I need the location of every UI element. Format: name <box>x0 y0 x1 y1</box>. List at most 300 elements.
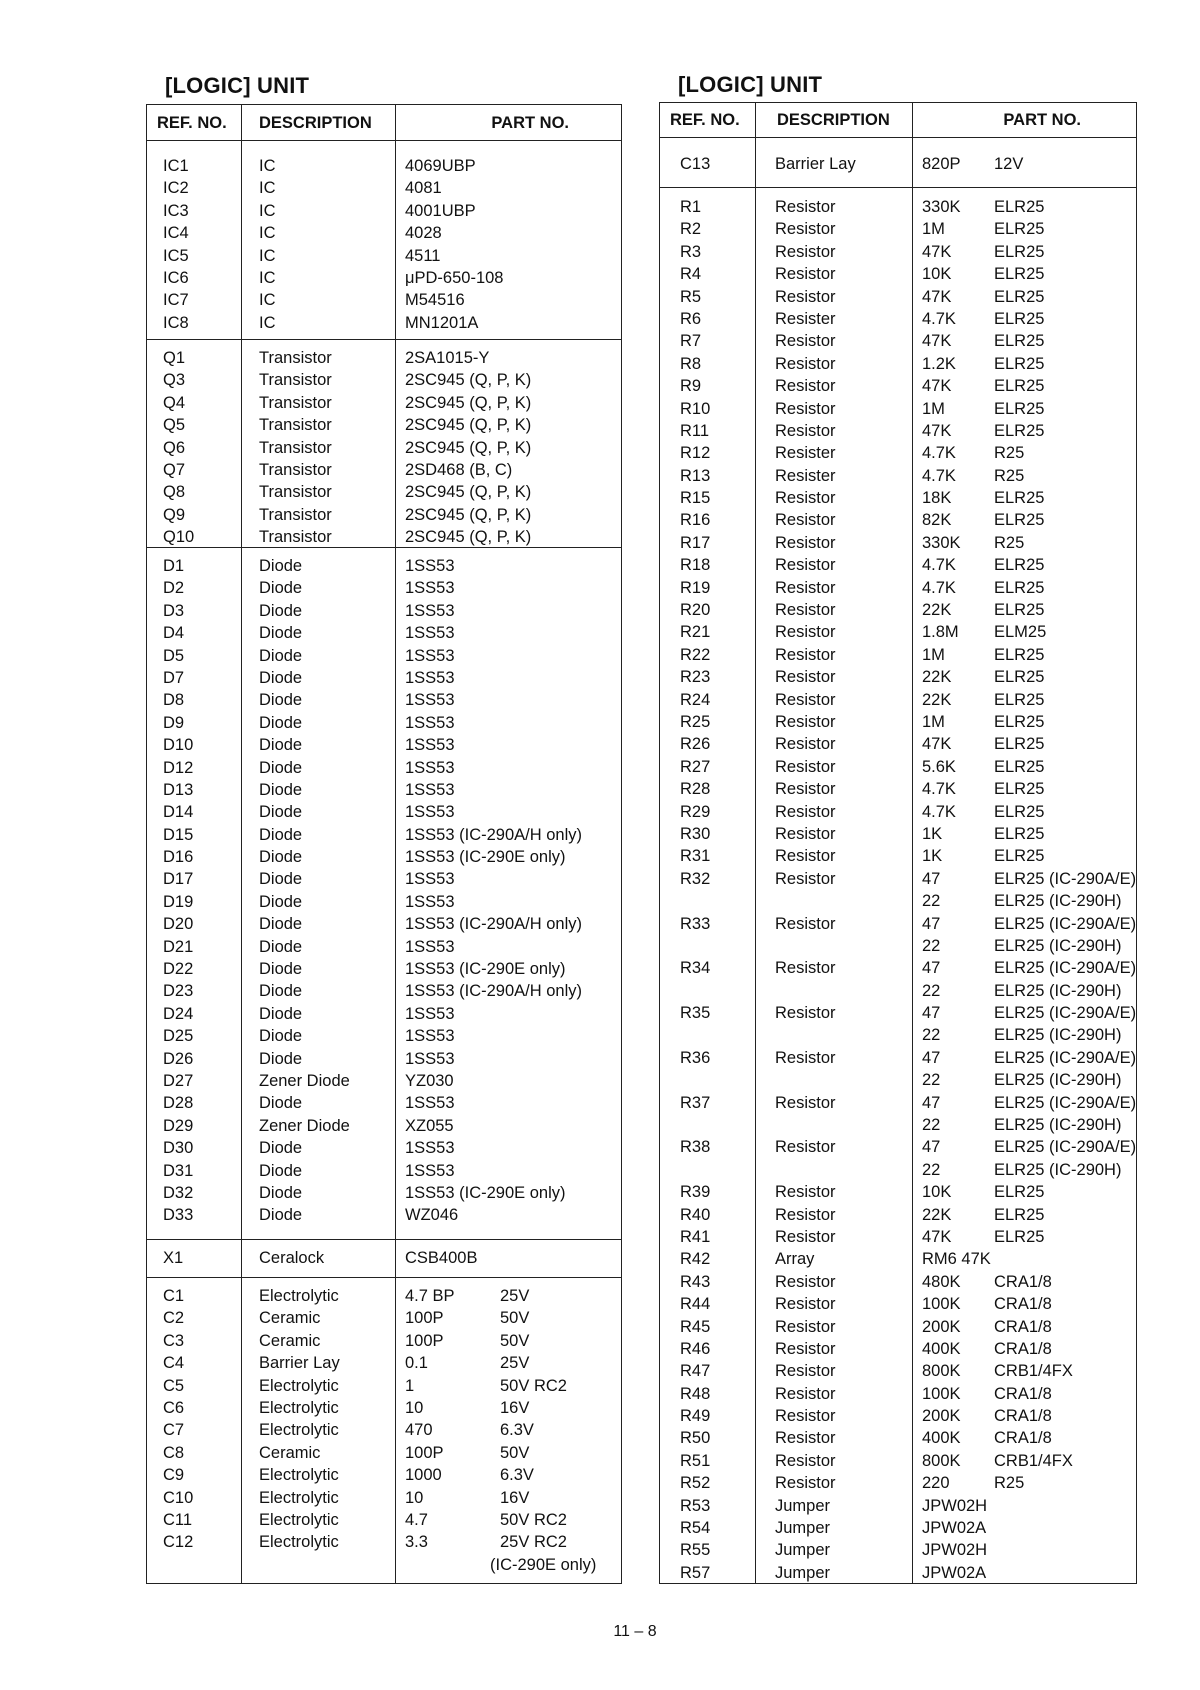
part-no-cell: 4.7K <box>922 578 956 597</box>
ref-cell: R46 <box>680 1339 711 1358</box>
part-spec-cell: ELR25 <box>994 601 1045 620</box>
ref-cell: C4 <box>163 1354 185 1373</box>
part-no-cell: 4.7K <box>922 556 956 575</box>
part-no-cell: 1SS53 <box>405 557 455 575</box>
part-spec-cell: ELR25 (IC-290A/E) <box>994 914 1137 933</box>
part-no-cell: 47 <box>922 959 941 978</box>
description-cell: Electrolytic <box>259 1488 339 1507</box>
ref-cell: C10 <box>163 1488 194 1507</box>
table-row <box>147 734 621 756</box>
table-row <box>660 890 1136 912</box>
description-cell: Resistor <box>775 645 836 664</box>
part-spec-cell: ELR25 <box>994 578 1045 597</box>
table-row <box>660 621 1136 643</box>
table-row <box>660 286 1136 308</box>
table-row <box>660 913 1136 935</box>
ref-cell: R41 <box>680 1227 711 1246</box>
part-no-cell: 47 <box>922 1004 941 1023</box>
part-spec-cell: ELR25 <box>994 377 1045 396</box>
ref-cell: C5 <box>163 1376 185 1395</box>
ref-cell: R8 <box>680 354 702 373</box>
ref-cell: R21 <box>680 623 711 642</box>
description-cell: Transistor <box>259 393 332 412</box>
table-row <box>147 155 621 177</box>
ref-cell: D9 <box>163 713 185 732</box>
table-row <box>660 577 1136 599</box>
ref-cell: R4 <box>680 265 702 284</box>
part-no-cell: 47 <box>922 1138 941 1157</box>
group-separator <box>147 1277 621 1278</box>
table-row <box>147 222 621 244</box>
part-spec-cell: 50V <box>500 1309 530 1328</box>
ref-cell: D33 <box>163 1206 194 1225</box>
part-no-cell: JPW02A <box>922 1519 987 1538</box>
description-cell: IC <box>259 201 276 220</box>
description-cell: Diode <box>259 960 303 979</box>
ref-cell: D27 <box>163 1071 194 1090</box>
description-cell: Resistor <box>775 601 836 620</box>
ref-cell: R18 <box>680 556 711 575</box>
description-cell: Resistor <box>775 1451 836 1470</box>
description-cell: Resistor <box>775 1138 836 1157</box>
ref-cell: R20 <box>680 601 711 620</box>
table-row <box>660 241 1136 263</box>
description-cell: Resistor <box>775 1004 836 1023</box>
table-row <box>660 1271 1136 1293</box>
part-spec-cell: ELR25 (IC-290H) <box>994 1160 1122 1179</box>
part-no-cell: 1SS53 <box>405 713 455 732</box>
description-cell: Resistor <box>775 1272 836 1291</box>
table-row <box>660 1383 1136 1405</box>
table-row <box>147 1352 621 1374</box>
part-no-cell: 47K <box>922 377 952 396</box>
table-row <box>660 1181 1136 1203</box>
description-cell: Diode <box>259 713 303 732</box>
table-row <box>147 1137 621 1159</box>
description-cell: Resistor <box>775 265 836 284</box>
part-spec-cell: ELR25 <box>994 645 1045 664</box>
part-no-cell: 22K <box>922 1205 952 1224</box>
table-row <box>660 1472 1136 1494</box>
part-no-cell: 1SS53 <box>405 937 455 956</box>
ref-cell: R43 <box>680 1272 711 1291</box>
table-row <box>660 1562 1136 1584</box>
ref-cell: Q4 <box>163 393 186 412</box>
part-spec-cell: ELR25 (IC-290A/E) <box>994 1138 1137 1157</box>
part-no-cell: 1SS53 <box>405 668 455 687</box>
part-spec-cell: ELR25 (IC-290H) <box>994 1116 1122 1135</box>
part-spec-cell: 25V <box>500 1287 530 1305</box>
part-spec-cell: ELR25 <box>994 668 1045 687</box>
part-no-cell: 22 <box>922 1160 941 1179</box>
part-no-cell: 220 <box>922 1474 950 1493</box>
table-row <box>147 689 621 711</box>
part-no-cell: 1M <box>922 399 945 418</box>
part-no-cell: 1SS53 <box>405 1049 455 1068</box>
description-cell: Diode <box>259 803 303 822</box>
description-cell: Diode <box>259 624 303 643</box>
parts-group <box>147 1285 621 1576</box>
part-spec-cell: ELR25 (IC-290A/E) <box>994 869 1137 888</box>
part-spec-cell: (IC-290E only) <box>490 1555 597 1574</box>
ref-cell: D21 <box>163 937 194 956</box>
part-no-cell: 1SS53 <box>405 870 455 889</box>
ref-cell: D31 <box>163 1161 194 1180</box>
part-spec-cell: 50V <box>500 1443 530 1462</box>
part-spec-cell: ELR25 <box>994 332 1045 351</box>
part-no-cell: 820P <box>922 155 961 173</box>
description-cell: Resistor <box>775 757 836 776</box>
table-row <box>147 1247 621 1269</box>
ref-cell: R50 <box>680 1429 711 1448</box>
part-no-cell: 470 <box>405 1421 433 1440</box>
part-spec-cell: 16V <box>500 1398 530 1417</box>
part-no-cell: 800K <box>922 1451 961 1470</box>
description-cell: Resistor <box>775 220 836 239</box>
table-row <box>147 1025 621 1047</box>
description-cell: Resistor <box>775 421 836 440</box>
table-row <box>147 267 621 289</box>
description-cell: Resister <box>775 466 836 485</box>
table-row <box>660 689 1136 711</box>
part-spec-cell: ELR25 (IC-290A/E) <box>994 1093 1137 1112</box>
part-no-cell: 1SS53 <box>405 758 455 777</box>
ref-cell: D14 <box>163 803 194 822</box>
part-spec-cell: ELR25 <box>994 735 1045 754</box>
description-cell: Resister <box>775 444 836 463</box>
part-spec-cell: CRA1/8 <box>994 1295 1052 1314</box>
part-no-cell: 1K <box>922 824 943 843</box>
ref-cell: R36 <box>680 1048 711 1067</box>
table-row <box>147 936 621 958</box>
ref-cell: R30 <box>680 824 711 843</box>
table-row <box>660 1517 1136 1539</box>
ref-cell: D20 <box>163 915 194 934</box>
part-spec-cell: ELR25 <box>994 1205 1045 1224</box>
ref-cell: D19 <box>163 892 194 911</box>
part-spec-cell: CRA1/8 <box>994 1429 1052 1448</box>
part-no-cell: 2SC945 (Q, P, K) <box>405 393 532 412</box>
ref-cell: D26 <box>163 1049 194 1068</box>
ref-cell: R11 <box>680 421 710 440</box>
description-cell: Resistor <box>775 1339 836 1358</box>
part-no-cell: 100P <box>405 1331 444 1350</box>
part-no-cell: RM6 47K <box>922 1250 991 1269</box>
part-no-cell: 47K <box>922 735 952 754</box>
description-cell: IC <box>259 179 276 198</box>
table-row <box>147 1442 621 1464</box>
ref-cell: R52 <box>680 1474 711 1493</box>
description-cell: Transistor <box>259 528 332 547</box>
part-no-cell: 47 <box>922 1093 941 1112</box>
part-no-cell: 4001UBP <box>405 201 476 220</box>
part-no-cell: MN1201A <box>405 313 479 332</box>
table-row <box>660 398 1136 420</box>
ref-cell: Q10 <box>163 528 195 547</box>
description-cell: Diode <box>259 870 303 889</box>
table-row <box>147 712 621 734</box>
group-separator <box>147 339 621 340</box>
table-row <box>660 1069 1136 1091</box>
part-no-cell: YZ030 <box>405 1071 454 1090</box>
part-no-cell: 100P <box>405 1443 444 1462</box>
table-row <box>660 1002 1136 1024</box>
part-spec-cell: ELR25 <box>994 824 1045 843</box>
part-spec-cell: 12V <box>994 155 1024 173</box>
table-row <box>660 1204 1136 1226</box>
description-cell: Resistor <box>775 533 836 552</box>
table-row <box>147 891 621 913</box>
ref-cell: R57 <box>680 1563 711 1582</box>
part-no-cell: 4069UBP <box>405 157 476 175</box>
table-row <box>147 1375 621 1397</box>
part-no-cell: 1SS53 (IC-290E only) <box>405 848 566 867</box>
table-row <box>660 1360 1136 1382</box>
description-cell: Resistor <box>775 354 836 373</box>
part-no-cell: 4511 <box>405 246 441 265</box>
table-row <box>147 555 621 577</box>
part-spec-cell: CRB1/4FX <box>994 1451 1073 1470</box>
right-table-header <box>660 103 1136 138</box>
table-row <box>660 1047 1136 1069</box>
description-cell: IC <box>259 268 276 287</box>
description-cell: Diode <box>259 915 303 934</box>
part-no-cell: 22 <box>922 892 941 911</box>
part-no-cell: 1SS53 <box>405 1161 455 1180</box>
part-no-cell: 4.7 <box>405 1510 428 1529</box>
ref-cell: D1 <box>163 557 185 575</box>
part-no-cell: 1SS53 <box>405 601 455 620</box>
description-cell: Ceramic <box>259 1331 321 1350</box>
part-no-cell: 10K <box>922 265 952 284</box>
ref-cell: D8 <box>163 691 185 710</box>
table-row <box>147 667 621 689</box>
description-cell: Transistor <box>259 505 332 524</box>
table-row <box>147 577 621 599</box>
part-spec-cell: ELR25 (IC-290H) <box>994 1026 1122 1045</box>
ref-cell: R22 <box>680 645 711 664</box>
part-spec-cell: ELR25 <box>994 712 1045 731</box>
part-no-cell: 4081 <box>405 179 442 198</box>
left-table-header <box>147 105 621 141</box>
table-row <box>147 846 621 868</box>
description-cell: Resistor <box>775 332 836 351</box>
table-row <box>660 980 1136 1002</box>
ref-cell: R32 <box>680 869 711 888</box>
part-spec-cell: R25 <box>994 533 1025 552</box>
table-row <box>660 509 1136 531</box>
description-cell: Resistor <box>775 1317 836 1336</box>
description-cell: Diode <box>259 825 303 844</box>
description-cell: Transistor <box>259 460 332 479</box>
ref-cell: R39 <box>680 1183 711 1202</box>
part-no-cell: 22 <box>922 1071 941 1090</box>
part-spec-cell: 6.3V <box>500 1421 534 1440</box>
part-spec-cell: ELR25 (IC-290H) <box>994 892 1122 911</box>
ref-cell: D28 <box>163 1094 194 1113</box>
part-spec-cell: ELR25 <box>994 1183 1045 1202</box>
table-row <box>147 289 621 311</box>
description-cell: Diode <box>259 892 303 911</box>
parts-group <box>660 196 1136 1584</box>
description-cell: Diode <box>259 1004 303 1023</box>
part-no-cell: 22 <box>922 981 941 1000</box>
table-row <box>660 375 1136 397</box>
part-no-cell: 1SS53 <box>405 736 455 755</box>
description-cell: Diode <box>259 848 303 867</box>
part-spec-cell: CRA1/8 <box>994 1407 1052 1426</box>
ref-cell: R16 <box>680 511 711 530</box>
ref-cell: R51 <box>680 1451 711 1470</box>
part-no-cell: 0.1 <box>405 1354 428 1373</box>
part-no-cell: 4028 <box>405 224 442 243</box>
table-row <box>660 1539 1136 1561</box>
part-spec-cell: ELR25 <box>994 802 1045 821</box>
ref-cell: R9 <box>680 377 702 396</box>
description-cell: Diode <box>259 1183 303 1202</box>
part-spec-cell: ELR25 (IC-290A/E) <box>994 1048 1137 1067</box>
ref-cell: C11 <box>163 1510 193 1529</box>
table-row <box>147 437 621 459</box>
description-cell: Resistor <box>775 1227 836 1246</box>
description-cell: Diode <box>259 1161 303 1180</box>
part-spec-cell: CRB1/4FX <box>994 1362 1073 1381</box>
right-parts-table <box>659 102 1137 1584</box>
part-no-cell: 10 <box>405 1398 424 1417</box>
description-cell: Resistor <box>775 847 836 866</box>
description-cell: Jumper <box>775 1541 831 1560</box>
table-row <box>147 1307 621 1329</box>
part-no-cell: 4.7K <box>922 780 956 799</box>
part-no-cell: 1SS53 <box>405 780 455 799</box>
part-no-cell: 1SS53 <box>405 646 455 665</box>
table-row <box>660 1450 1136 1472</box>
part-spec-cell: ELR25 (IC-290H) <box>994 1071 1122 1090</box>
ref-cell: R6 <box>680 309 702 328</box>
part-no-cell: 2SD468 (B, C) <box>405 460 513 479</box>
ref-cell: C3 <box>163 1331 185 1350</box>
description-cell: IC <box>259 313 276 332</box>
description-cell: Electrolytic <box>259 1510 339 1529</box>
ref-cell: R33 <box>680 914 711 933</box>
part-no-cell: 47K <box>922 242 952 261</box>
part-no-cell: 1000 <box>405 1466 442 1485</box>
table-row <box>660 1316 1136 1338</box>
ref-cell: IC6 <box>163 268 189 287</box>
part-spec-cell: ELR25 <box>994 1227 1045 1246</box>
ref-cell: D29 <box>163 1116 194 1135</box>
description-cell: IC <box>259 224 276 243</box>
part-no-cell: 2SA1015-Y <box>405 349 490 367</box>
description-cell: Ceralock <box>259 1249 325 1267</box>
part-no-cell: 200K <box>922 1317 961 1336</box>
part-no-cell: μPD-650-108 <box>405 268 504 287</box>
part-no-cell: 10K <box>922 1183 952 1202</box>
table-row <box>147 459 621 481</box>
table-row <box>660 487 1136 509</box>
part-no-cell: 800K <box>922 1362 961 1381</box>
table-row <box>147 1182 621 1204</box>
ref-cell: R48 <box>680 1384 711 1403</box>
ref-cell: D7 <box>163 668 185 687</box>
ref-cell: Q1 <box>163 349 186 367</box>
ref-cell: R12 <box>680 444 711 463</box>
part-no-cell: 330K <box>922 198 961 216</box>
part-spec-cell: ELR25 <box>994 690 1045 709</box>
part-no-cell: 3.3 <box>405 1533 428 1552</box>
ref-cell: D30 <box>163 1139 194 1158</box>
description-cell: Ceramic <box>259 1443 321 1462</box>
ref-cell: IC4 <box>163 224 189 243</box>
table-row <box>660 868 1136 890</box>
description-cell: Resistor <box>775 511 836 530</box>
ref-cell: IC8 <box>163 313 189 332</box>
table-row <box>147 369 621 391</box>
part-no-cell: 4.7K <box>922 802 956 821</box>
part-spec-cell: ELR25 <box>994 847 1045 866</box>
description-cell: Resistor <box>775 1429 836 1448</box>
ref-cell: R49 <box>680 1407 711 1426</box>
table-row <box>660 353 1136 375</box>
table-row <box>147 913 621 935</box>
table-row <box>660 1159 1136 1181</box>
description-cell: Electrolytic <box>259 1398 339 1417</box>
description-cell: Resistor <box>775 1362 836 1381</box>
part-no-cell: 2SC945 (Q, P, K) <box>405 483 532 502</box>
table-row <box>147 1160 621 1182</box>
ref-cell: C7 <box>163 1421 185 1440</box>
table-row <box>660 845 1136 867</box>
ref-cell: R28 <box>680 780 711 799</box>
ref-cell: Q5 <box>163 416 186 435</box>
table-row <box>660 1226 1136 1248</box>
part-no-cell: XZ055 <box>405 1116 454 1135</box>
part-spec-cell: CRA1/8 <box>994 1339 1052 1358</box>
description-cell: Diode <box>259 1139 303 1158</box>
table-row <box>147 824 621 846</box>
part-spec-cell: 50V <box>500 1331 530 1350</box>
table-row <box>660 153 1136 175</box>
part-no-cell: 2SC945 (Q, P, K) <box>405 505 532 524</box>
part-spec-cell: ELR25 <box>994 242 1045 261</box>
table-row <box>147 1419 621 1441</box>
description-cell: IC <box>259 157 276 175</box>
description-cell: Zener Diode <box>259 1071 350 1090</box>
ref-cell: Q9 <box>163 505 186 524</box>
description-cell: Resistor <box>775 1384 836 1403</box>
table-row <box>147 868 621 890</box>
part-spec-cell: ELR25 <box>994 198 1045 216</box>
description-cell: Diode <box>259 1049 303 1068</box>
part-no-cell: JPW02H <box>922 1541 988 1560</box>
part-no-cell: M54516 <box>405 291 465 310</box>
description-cell: Zener Diode <box>259 1116 350 1135</box>
page-number: 11 – 8 <box>613 1623 657 1640</box>
table-row <box>660 330 1136 352</box>
table-row <box>660 1114 1136 1136</box>
table-row <box>147 980 621 1002</box>
part-no-cell: 1SS53 <box>405 579 455 598</box>
description-cell: Resistor <box>775 242 836 261</box>
ref-cell: IC5 <box>163 246 189 265</box>
table-row <box>147 1397 621 1419</box>
description-cell: Resistor <box>775 489 836 508</box>
table-row <box>660 957 1136 979</box>
description-cell: Resistor <box>775 1407 836 1426</box>
table-row <box>147 347 621 369</box>
table-row <box>660 554 1136 576</box>
description-cell: Diode <box>259 1206 303 1225</box>
